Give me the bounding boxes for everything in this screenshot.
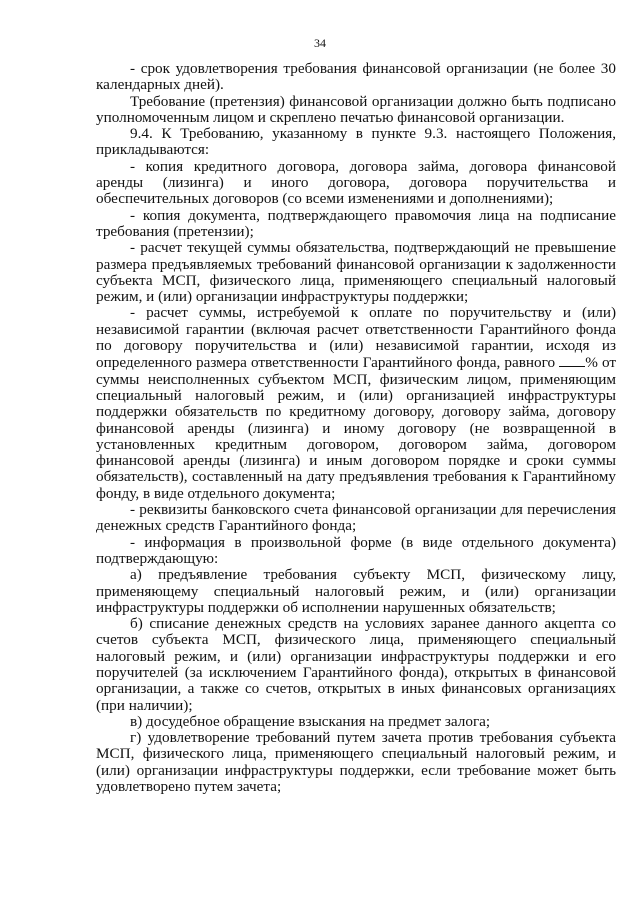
page-number: 34: [314, 36, 326, 50]
document-body: [96, 61, 616, 795]
guarantee-text-before: - расчет суммы, истребуемой к оплате по поручительству и (или) независимой гарантии (включая расчет ответственности Гарантийного фонда по договору поручительства и (или) независимой гарантии, исходя из определенного размера ответственности Гарантийного фонда, равного: [96, 304, 616, 372]
list-item-a: а) предъявление требования субъекту МСП, физическому лицу, применяющему специальный налоговый режим, и (или) организации инфраструктуры поддержки об исполнении нарушенных обязательств;: [96, 566, 616, 616]
list-item-g: г) удовлетворение требований путем зачета против требования субъекта МСП, физического лица, применяющего специальный налоговый режим, и (или) организации инфраструктуры поддержки, если требование может быть удовлетворено путем зачета;: [96, 729, 616, 796]
paragraph-free-form-info: - информация в произвольной форме (в виде отдельного документа) подтверждающую:: [96, 533, 616, 567]
paragraph-section-9-4: 9.4. К Требованию, указанному в пункте 9.3. настоящего Положения, прикладываются:: [96, 125, 616, 159]
list-item-v: в) досудебное обращение взыскания на предмет залога;: [130, 712, 491, 730]
paragraph-authority-document: - копия документа, подтверждающего правомочия лица на подписание требования (претензии);: [96, 206, 616, 240]
paragraph-current-obligation: - расчет текущей суммы обязательства, подтверждающий не превышение размера предъявляемых требований финансовой организации к задолженности субъекта МСП, физического лица, применяющего специальный налоговый режим, и (или) организации инфраструктуры поддержки;: [96, 239, 616, 306]
paragraph-contract-copies: - копия кредитного договора, договора займа, договора финансовой аренды (лизинга) и иного договора, договора поручительства и обеспечительных договоров (со всеми изменениями и дополнениями);: [96, 157, 616, 208]
paragraph-signature-requirement: Требование (претензия) финансовой организации должно быть подписано уполномоченным лицом и скреплено печатью финансовой организации.: [96, 92, 616, 126]
guarantee-text-after: % от суммы неисполненных субъектом МСП, физическим лицом, применяющим специальный налоговый режим, и (или) организацией инфраструктуры поддержки обязательств по кредитному договору, договору займа, договору финансовой аренды (лизинга) и иному договору (не возвращенной в установленных кредитным договором, договором займа, договором финансовой аренды (лизинга) и иным договором порядке и сроки суммы обязательств), составленный на дату предъявления требования к Гарантийному фонду, в виде отдельного документа;: [96, 354, 616, 502]
percent-blank-line: [559, 354, 585, 367]
paragraph-bank-details: - реквизиты банковского счета финансовой организации для перечисления денежных средств Гарантийного фонда;: [96, 501, 616, 535]
paragraph-guarantee-calculation: [96, 305, 616, 502]
paragraph-deadline: - срок удовлетворения требования финансовой организации (не более 30 календарных дней).: [96, 60, 616, 94]
list-item-b: б) списание денежных средств на условиях заранее данного акцепта со счетов субъекта МСП, физического лица, применяющего специальный налоговый режим, и (или) организации инфраструктуры поддержки и его поручителей (за исключением Гарантийного фонда), открытых в финансовой организации, а также со счетов, открытых в иных финансовых организациях (при наличии);: [96, 615, 616, 714]
